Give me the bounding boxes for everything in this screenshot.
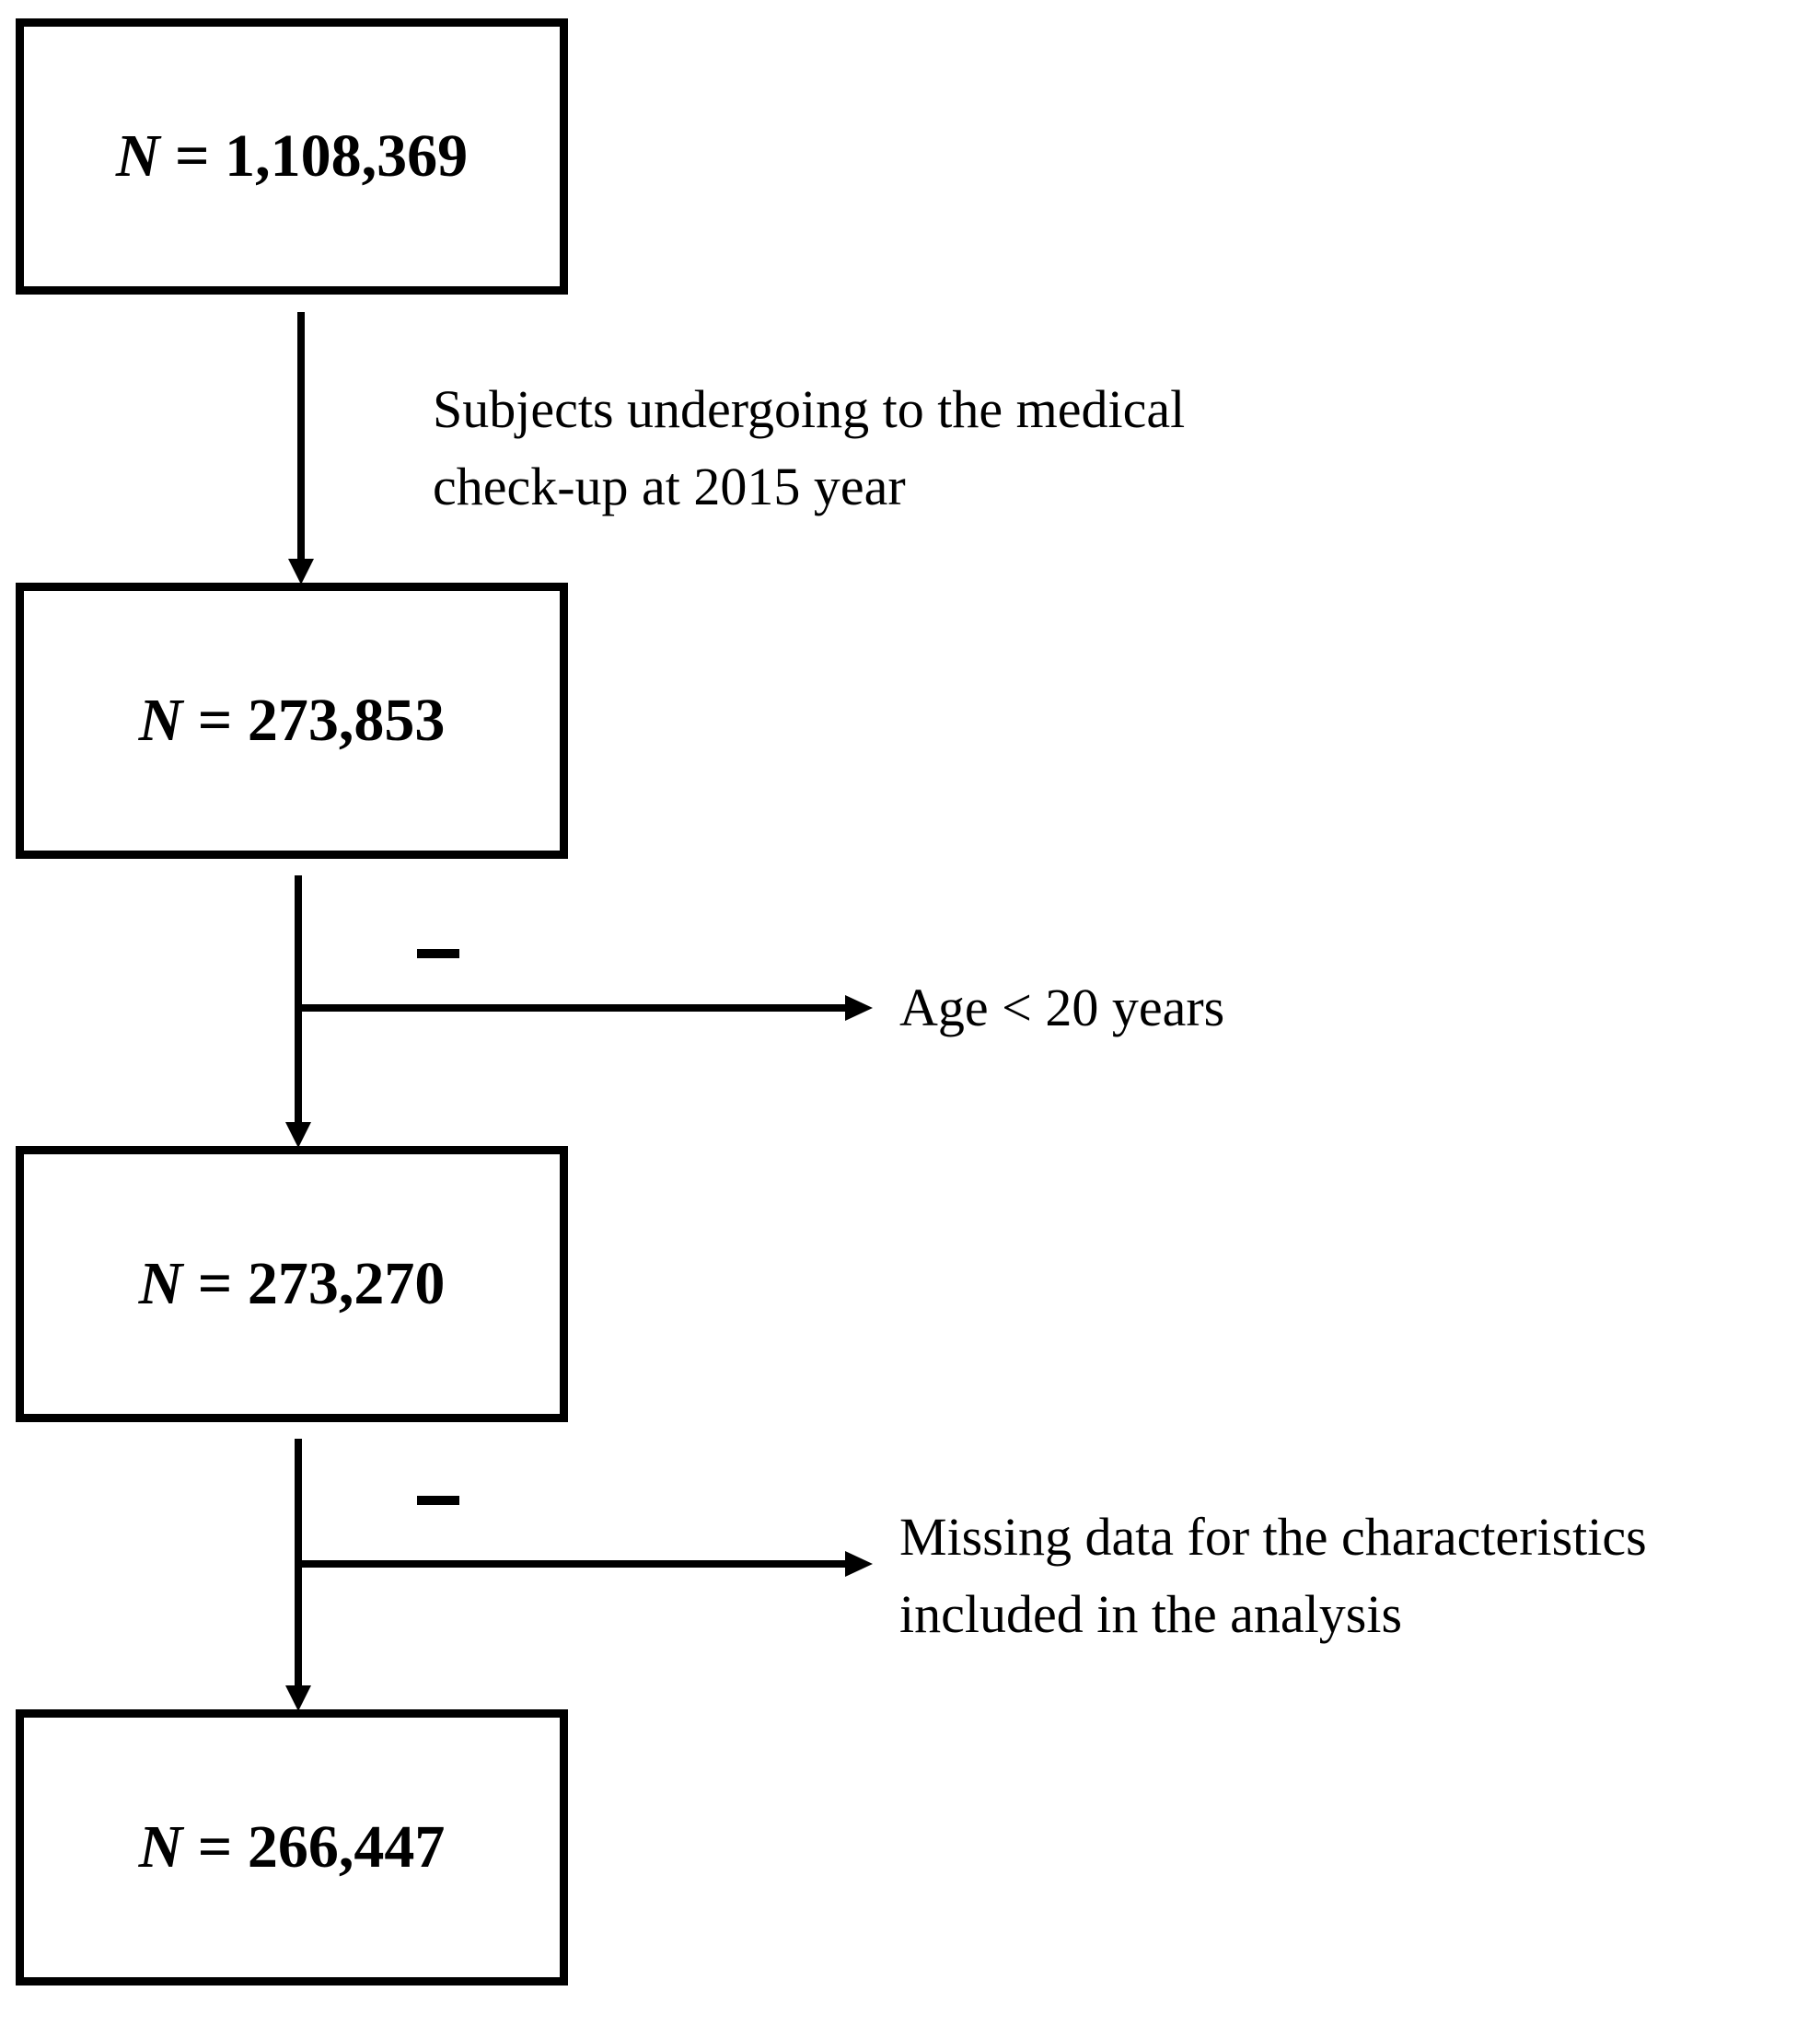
arrow-right-icon	[845, 995, 873, 1021]
count-label: N = 273,853	[138, 687, 446, 754]
arrow-down-icon	[285, 1685, 311, 1711]
flow-box-checkup	[16, 583, 568, 859]
flow-box-final	[16, 1709, 568, 1985]
exclusion-line	[295, 1560, 847, 1568]
exclusion-label-missing: Missing data for the characteristics included in the analysis	[899, 1507, 1647, 1644]
step-label-checkup: Subjects undergoing to the medical check-up at 2015 year	[433, 379, 1186, 516]
arrow-down-icon	[288, 559, 314, 585]
arrow-right-icon	[845, 1551, 873, 1577]
minus-icon	[417, 1496, 459, 1505]
connector-line	[295, 875, 302, 1126]
flow-box-adults	[16, 1146, 568, 1422]
arrow-down-icon	[285, 1122, 311, 1148]
exclusion-label-age: Age < 20 years	[899, 978, 1225, 1037]
minus-icon	[417, 949, 459, 958]
count-label: N = 273,270	[138, 1250, 446, 1317]
flow-box-total	[16, 18, 568, 295]
count-label: N = 1,108,369	[115, 122, 469, 190]
connector-line	[297, 312, 305, 562]
count-label: N = 266,447	[138, 1813, 446, 1881]
exclusion-line	[295, 1004, 847, 1012]
